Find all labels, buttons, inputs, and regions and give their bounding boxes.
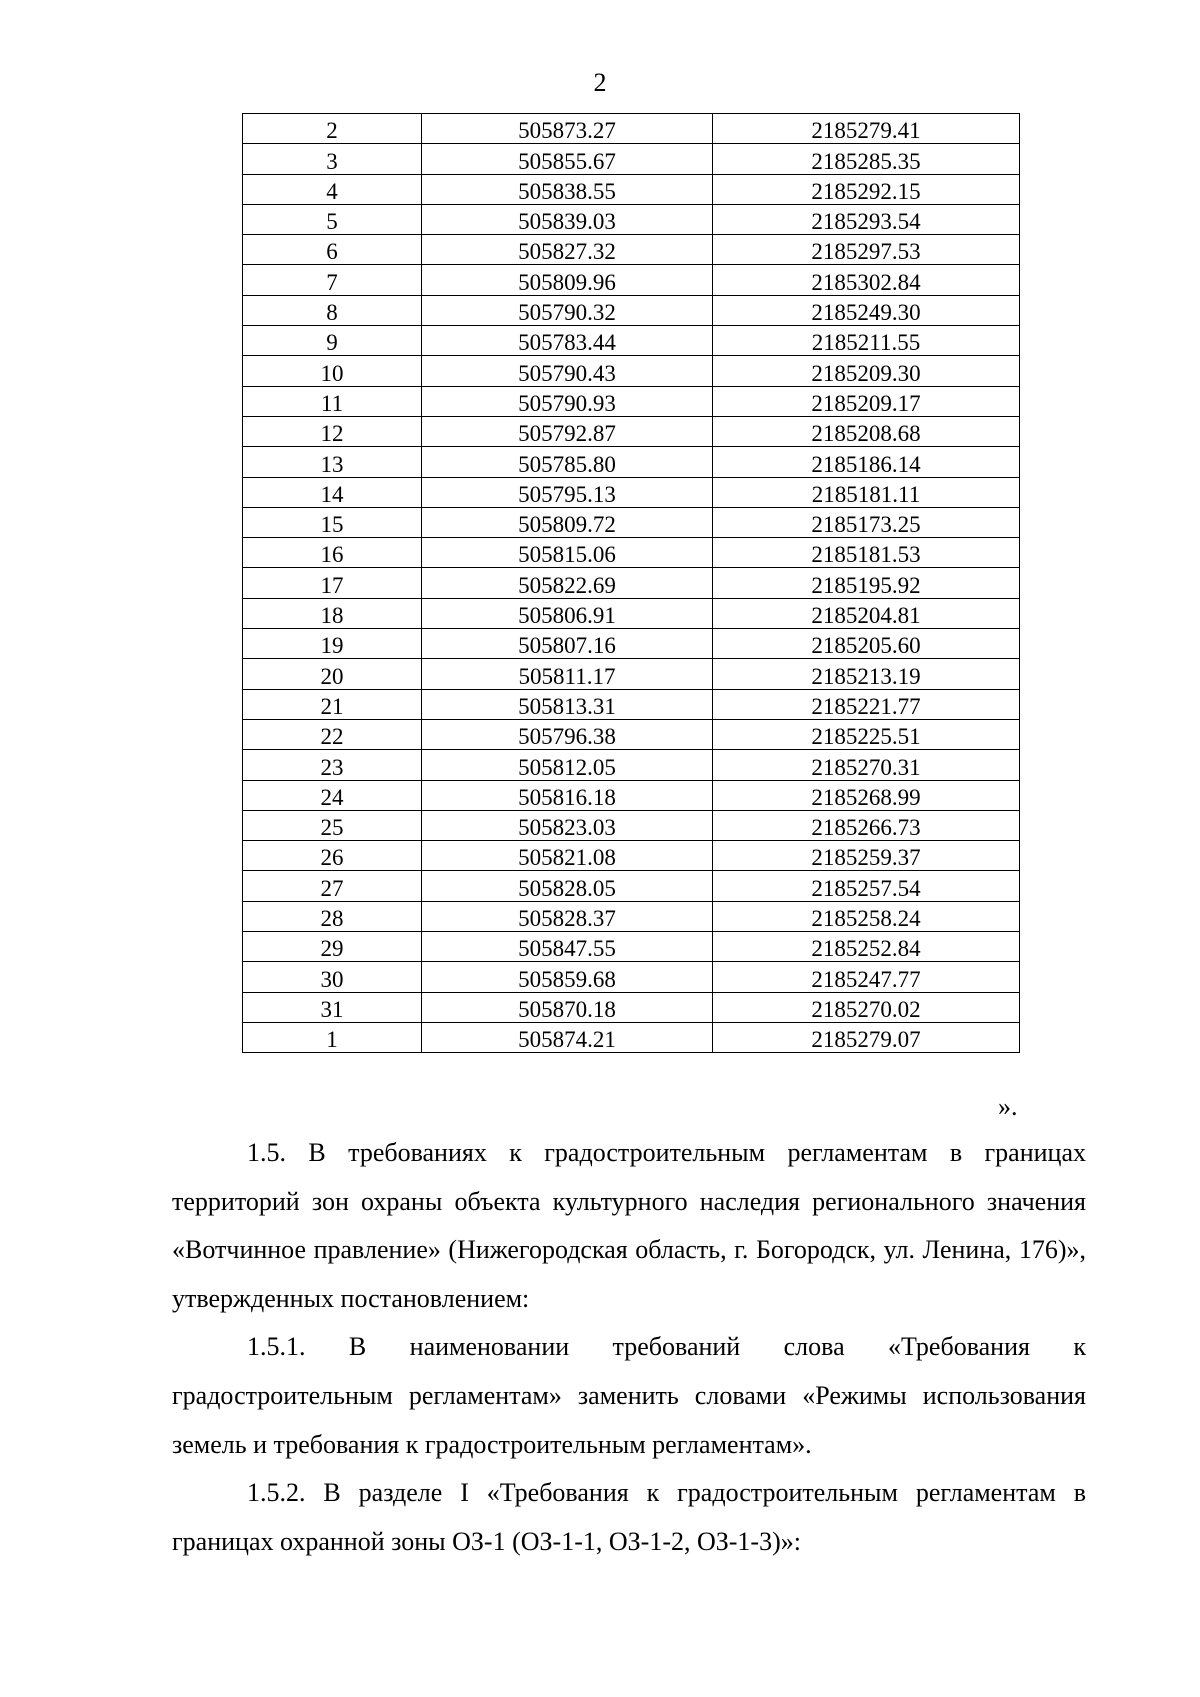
y-coordinate-cell: 2185209.17 [713,386,1020,416]
table-row [243,144,1020,174]
table-row [243,659,1020,689]
point-number-cell: 22 [243,719,422,749]
point-number-cell: 5 [243,204,422,234]
y-coordinate-cell: 2185173.25 [713,507,1020,537]
x-coordinate-cell: 505812.05 [422,750,713,780]
y-coordinate-cell: 2185268.99 [713,780,1020,810]
x-coordinate-cell: 505839.03 [422,204,713,234]
point-number-cell: 12 [243,416,422,446]
table-row [243,1022,1020,1052]
table-row [243,810,1020,840]
point-number-cell: 4 [243,174,422,204]
y-coordinate-cell: 2185285.35 [713,144,1020,174]
y-coordinate-cell: 2185211.55 [713,326,1020,356]
table-row [243,780,1020,810]
y-coordinate-cell: 2185266.73 [713,810,1020,840]
x-coordinate-cell: 505822.69 [422,568,713,598]
y-coordinate-cell: 2185302.84 [713,265,1020,295]
point-number-cell: 23 [243,750,422,780]
y-coordinate-cell: 2185205.60 [713,629,1020,659]
point-number-cell: 15 [243,507,422,537]
point-number-cell: 30 [243,962,422,992]
point-number-cell: 7 [243,265,422,295]
point-number-cell: 24 [243,780,422,810]
table-row [243,447,1020,477]
table-row [243,629,1020,659]
x-coordinate-cell: 505873.27 [422,114,713,144]
x-coordinate-cell: 505795.13 [422,477,713,507]
table-row [243,114,1020,144]
point-number-cell: 2 [243,114,422,144]
x-coordinate-cell: 505870.18 [422,992,713,1022]
x-coordinate-cell: 505828.37 [422,901,713,931]
x-coordinate-cell: 505796.38 [422,719,713,749]
table-row [243,235,1020,265]
table-row [243,901,1020,931]
point-number-cell: 29 [243,932,422,962]
y-coordinate-cell: 2185279.07 [713,1022,1020,1052]
point-number-cell: 6 [243,235,422,265]
table-row [243,841,1020,871]
table-row [243,477,1020,507]
x-coordinate-cell: 505821.08 [422,841,713,871]
table-row [243,326,1020,356]
paragraph-1-5: 1.5. В требованиях к градостроительным регламентам в границах территорий зон охраны объекта культурного наследия регионального значения «Вотчинное правление» (Нижегородская область, г. Богородск, ул. Ленина, 176)», утвержденных постановлением: [172,1138,1086,1313]
x-coordinate-cell: 505809.72 [422,507,713,537]
table-row [243,507,1020,537]
y-coordinate-cell: 2185293.54 [713,204,1020,234]
y-coordinate-cell: 2185279.41 [713,114,1020,144]
x-coordinate-cell: 505790.93 [422,386,713,416]
table-row [243,598,1020,628]
x-coordinate-cell: 505859.68 [422,962,713,992]
table-row [243,871,1020,901]
table-row [243,992,1020,1022]
point-number-cell: 10 [243,356,422,386]
page-number: 2 [593,68,607,97]
table-row [243,538,1020,568]
y-coordinate-cell: 2185181.11 [713,477,1020,507]
point-number-cell: 21 [243,689,422,719]
x-coordinate-cell: 505816.18 [422,780,713,810]
point-number-cell: 1 [243,1022,422,1052]
y-coordinate-cell: 2185259.37 [713,841,1020,871]
point-number-cell: 25 [243,810,422,840]
table-row [243,174,1020,204]
y-coordinate-cell: 2185297.53 [713,235,1020,265]
y-coordinate-cell: 2185292.15 [713,174,1020,204]
table-row [243,750,1020,780]
point-number-cell: 9 [243,326,422,356]
table-row [243,265,1020,295]
x-coordinate-cell: 505790.32 [422,295,713,325]
point-number-cell: 11 [243,386,422,416]
x-coordinate-cell: 505815.06 [422,538,713,568]
point-number-cell: 26 [243,841,422,871]
x-coordinate-cell: 505783.44 [422,326,713,356]
coordinates-table [242,113,1020,1053]
point-number-cell: 3 [243,144,422,174]
y-coordinate-cell: 2185247.77 [713,962,1020,992]
point-number-cell: 18 [243,598,422,628]
y-coordinate-cell: 2185270.31 [713,750,1020,780]
y-coordinate-cell: 2185181.53 [713,538,1020,568]
point-number-cell: 27 [243,871,422,901]
y-coordinate-cell: 2185213.19 [713,659,1020,689]
x-coordinate-cell: 505806.91 [422,598,713,628]
y-coordinate-cell: 2185186.14 [713,447,1020,477]
point-number-cell: 13 [243,447,422,477]
y-coordinate-cell: 2185209.30 [713,356,1020,386]
x-coordinate-cell: 505807.16 [422,629,713,659]
y-coordinate-cell: 2185225.51 [713,719,1020,749]
y-coordinate-cell: 2185249.30 [713,295,1020,325]
paragraph-1-5-1: 1.5.1. В наименовании требований слова «Требования к градостроительным регламентам» заменить словами «Режимы использования земель и требования к градостроительным регламентам». [172,1332,1086,1459]
point-number-cell: 17 [243,568,422,598]
paragraph-1-5-2: 1.5.2. В разделе I «Требования к градостроительным регламентам в границах охранной зоны ОЗ-1 (ОЗ-1-1, ОЗ-1-2, ОЗ-1-3)»: [172,1478,1086,1556]
x-coordinate-cell: 505855.67 [422,144,713,174]
point-number-cell: 20 [243,659,422,689]
table-row [243,962,1020,992]
x-coordinate-cell: 505823.03 [422,810,713,840]
x-coordinate-cell: 505827.32 [422,235,713,265]
x-coordinate-cell: 505813.31 [422,689,713,719]
table-row [243,356,1020,386]
y-coordinate-cell: 2185208.68 [713,416,1020,446]
y-coordinate-cell: 2185252.84 [713,932,1020,962]
table-row [243,719,1020,749]
point-number-cell: 14 [243,477,422,507]
x-coordinate-cell: 505792.87 [422,416,713,446]
table-row [243,416,1020,446]
closing-quote: ». [998,1092,1018,1121]
coordinates-table-body [243,114,1020,1053]
x-coordinate-cell: 505809.96 [422,265,713,295]
table-row [243,932,1020,962]
table-row [243,295,1020,325]
point-number-cell: 8 [243,295,422,325]
x-coordinate-cell: 505828.05 [422,871,713,901]
table-row [243,689,1020,719]
document-body [172,1129,1086,1566]
x-coordinate-cell: 505838.55 [422,174,713,204]
point-number-cell: 31 [243,992,422,1022]
y-coordinate-cell: 2185270.02 [713,992,1020,1022]
table-row [243,204,1020,234]
table-row [243,386,1020,416]
point-number-cell: 16 [243,538,422,568]
point-number-cell: 19 [243,629,422,659]
x-coordinate-cell: 505811.17 [422,659,713,689]
x-coordinate-cell: 505790.43 [422,356,713,386]
x-coordinate-cell: 505874.21 [422,1022,713,1052]
y-coordinate-cell: 2185195.92 [713,568,1020,598]
point-number-cell: 28 [243,901,422,931]
x-coordinate-cell: 505847.55 [422,932,713,962]
y-coordinate-cell: 2185257.54 [713,871,1020,901]
y-coordinate-cell: 2185221.77 [713,689,1020,719]
y-coordinate-cell: 2185258.24 [713,901,1020,931]
y-coordinate-cell: 2185204.81 [713,598,1020,628]
x-coordinate-cell: 505785.80 [422,447,713,477]
table-row [243,568,1020,598]
